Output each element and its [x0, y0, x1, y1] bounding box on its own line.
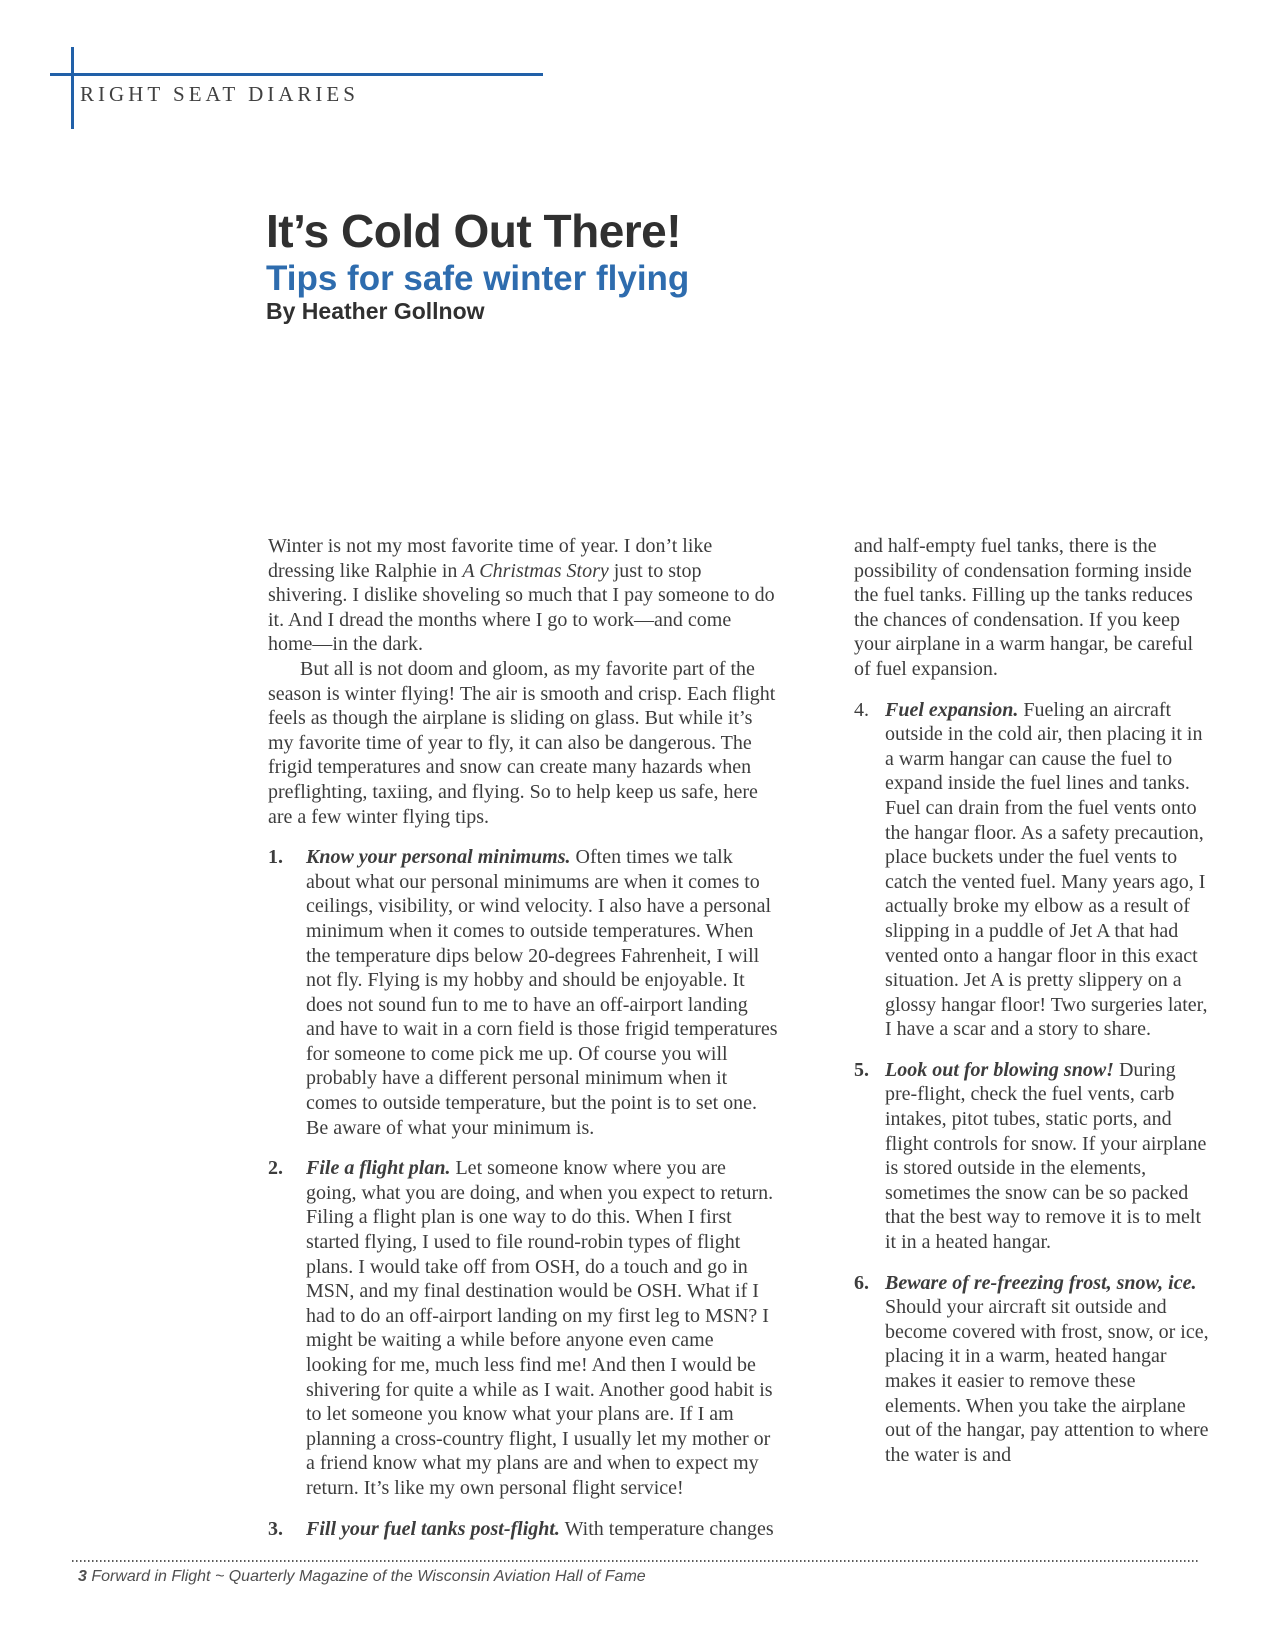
article-byline: By Heather Gollnow [266, 298, 485, 324]
intro-paragraph-1 [268, 534, 778, 657]
tip-body: With temperature changes [559, 1517, 774, 1540]
column-right [854, 534, 1210, 1550]
tip-item-5 [854, 1058, 1210, 1255]
tip-number: 1. [268, 846, 283, 869]
tip-number: 5. [854, 1058, 869, 1081]
tip-item-1 [268, 845, 778, 1140]
intro-p1-after: just to stop shivering. I dislike shoveling so much that I pay someone to do it. And I dread the months where I go to work—and come home—in the dark. [268, 559, 775, 656]
intro-paragraph-2: But all is not doom and gloom, as my favorite part of the season is winter flying! The air is smooth and crisp. Each flight feels as though the airplane is sliding on glass. But while it’s my favorite time of year to fly, it can also be dangerous. The frigid temperatures and snow can create many hazards when preflighting, taxiing, and flying. So to help keep us safe, here are a few winter flying tips. [268, 657, 776, 828]
tip-lead: Beware of re-freezing frost, snow, ice. [885, 1271, 1197, 1294]
tip-lead: Fill your fuel tanks post-flight. [306, 1517, 560, 1540]
tip-item-6 [854, 1271, 1210, 1468]
tip-lead: Look out for blowing snow! [885, 1058, 1114, 1081]
tip-number: 6. [854, 1271, 869, 1294]
section-kicker: RIGHT SEAT DIARIES [80, 82, 359, 106]
tip-body: During pre-flight, check the fuel vents, carb intakes, pitot tubes, static ports, and flight controls for snow. If your airplane is stored outside in the elements, sometimes the snow can be so packed that the best way to remove it is to melt it in a heated hangar. [885, 1058, 1207, 1254]
tip-item-2 [268, 1156, 778, 1500]
tip-text [885, 1271, 1210, 1468]
footer-dotted-divider [72, 1560, 1200, 1562]
column-left [268, 534, 778, 1550]
tip-number: 3. [268, 1517, 283, 1540]
tip-lead: Fuel expansion. [885, 698, 1019, 721]
intro-p1-italic-title: A Christmas Story [462, 559, 609, 582]
tip-number: 2. [268, 1157, 283, 1180]
tip-number: 4. [854, 698, 869, 721]
footer-magazine-title: Forward in Flight ~ Quarterly Magazine of the Wisconsin Aviation Hall of Fame [86, 1568, 646, 1585]
intro-p1-before: Winter is not my most favorite time of year. I don’t like dressing like Ralphie in [268, 535, 713, 582]
article-subtitle: Tips for safe winter flying [266, 259, 690, 299]
tip-body: Let someone know where you are going, what you are doing, and when you expect to return. Filing a flight plan is one way to do this. When I first started flying, I used to file round-robin types of flight plans. I would take off from OSH, do a touch and go in MSN, and my final destination would be OSH. What if I had to do an off-airport landing on my first leg to MSN? I might be waiting a while before anyone even came looking for me, much less find me! And then I would be shivering for quite a while as I wait. Another good habit is to let someone you know what your plans are. If I am planning a cross-country flight, I usually let my mother or a friend know what my plans are and when to expect my return. It’s like my own personal flight service! [306, 1157, 774, 1499]
page-footer [78, 1567, 646, 1586]
article-title: It’s Cold Out There! [266, 204, 682, 257]
header-horizontal-rule [50, 73, 543, 76]
tip-text [306, 845, 778, 1140]
tip-text [885, 698, 1210, 1042]
header-vertical-rule [71, 47, 74, 129]
tip-3-continuation: and half-empty fuel tanks, there is the possibility of condensation forming inside the fuel tanks. Filling up the tanks reduces the chances of condensation. If you keep your airplane in a warm hangar, be careful of fuel expansion. [854, 535, 1194, 680]
tip-body: Fueling an aircraft outside in the cold air, then placing it in a warm hangar can cause the fuel to expand inside the fuel lines and tanks. Fuel can drain from the fuel vents onto the hangar floor. As a safety precaution, place buckets under the fuel vents to catch the vented fuel. Many years ago, I actually broke my elbow as a result of slipping in a puddle of Jet A that had vented onto a hangar floor in this exact situation. Jet A is pretty slippery on a glossy hangar floor! Two surgeries later, I have a scar and a story to share. [885, 698, 1208, 1041]
tip-item-3 [268, 1517, 778, 1542]
tip-item-4 [854, 698, 1210, 1042]
tip-body: Often times we talk about what our personal minimums are when it comes to ceilings, visibility, or wind velocity. I also have a personal minimum when it comes to outside temperatures. When the temperature dips below 20-degrees Fahrenheit, I will not fly. Flying is my hobby and should be enjoyable. It does not sound fun to me to have an off-airport landing and have to wait in a corn field is those frigid temperatures for someone to come pick me up. Of course you will probably have a different personal minimum when it comes to outside temperature, but the point is to set one. Be aware of what your minimum is. [306, 846, 778, 1139]
tip-lead: Know your personal minimums. [306, 846, 571, 869]
footer-page-number: 3 [78, 1568, 87, 1585]
article-body [268, 534, 1210, 1550]
tip-text [306, 1517, 778, 1542]
tip-text [885, 1058, 1210, 1255]
tip-body: Should your aircraft sit outside and become covered with frost, snow, or ice, placing it in a warm, heated hangar makes it easier to remove these elements. When you take the airplane out of the hangar, pay attention to where the water is and [885, 1296, 1209, 1466]
tip-text [306, 1156, 778, 1500]
tip-lead: File a flight plan. [306, 1157, 451, 1180]
